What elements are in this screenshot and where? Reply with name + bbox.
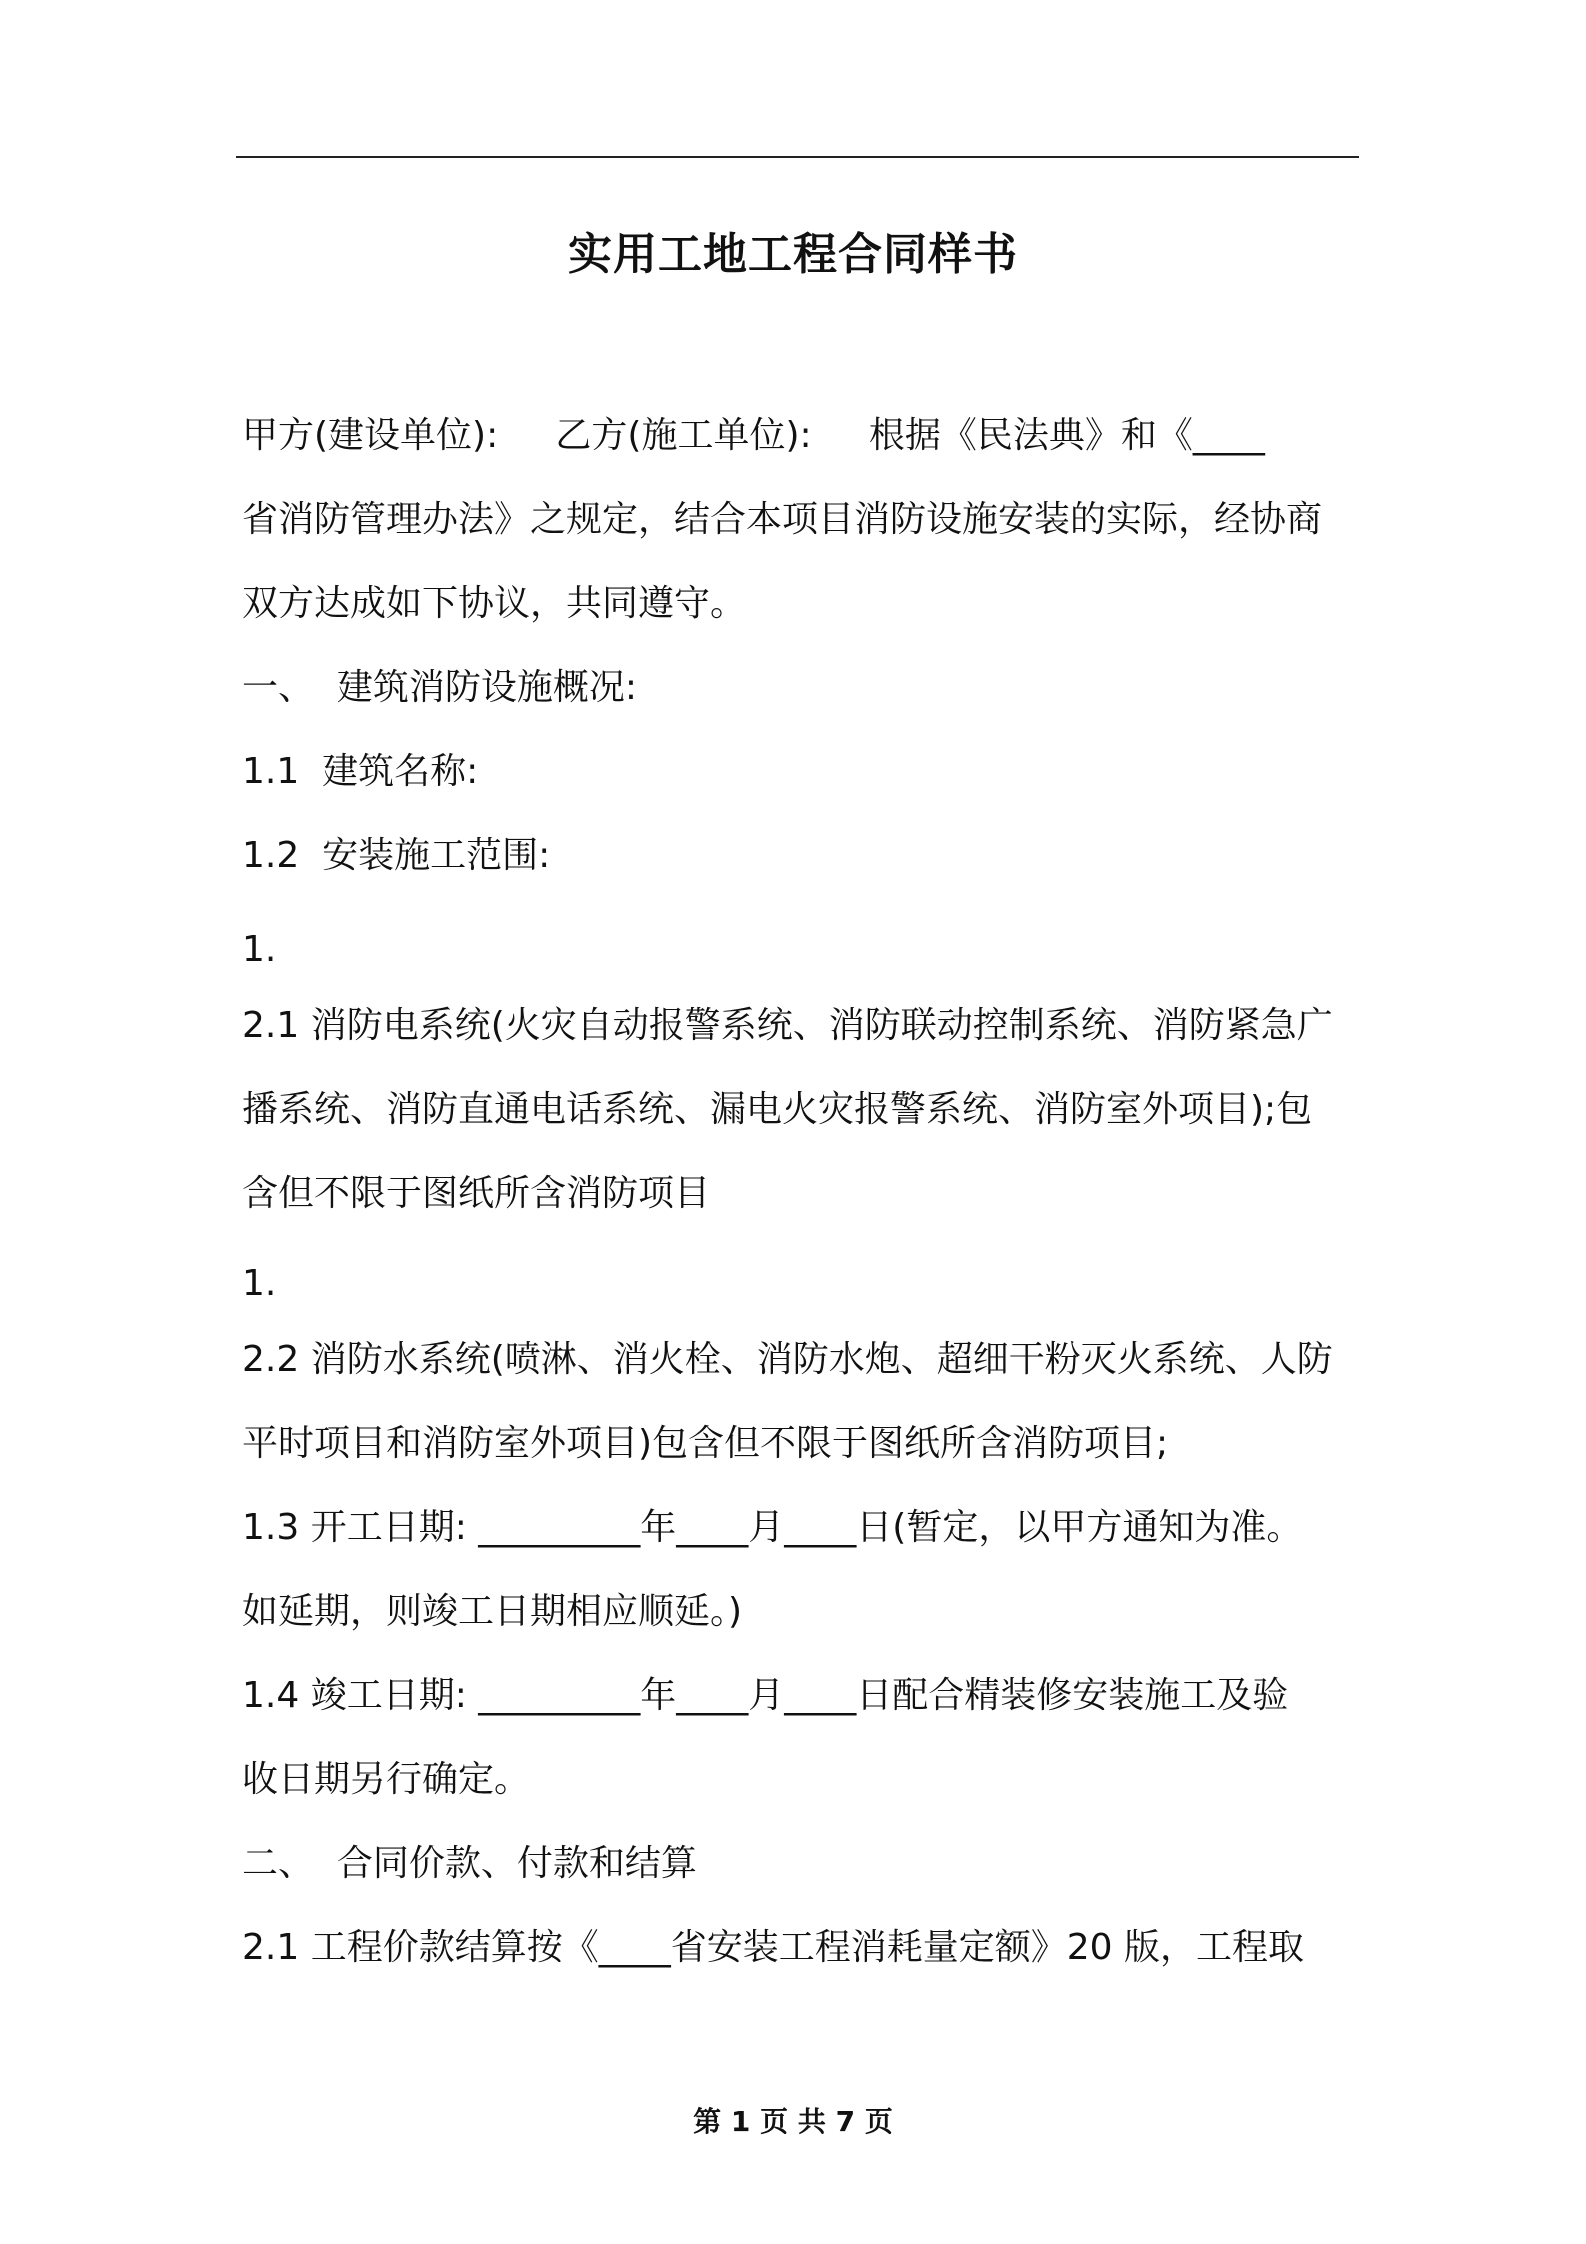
body-line: 1.2 安装施工范围: (242, 835, 551, 876)
body-line: 1.1 建筑名称: (242, 751, 479, 792)
section-heading: 一、 建筑消防设施概况: (242, 667, 638, 708)
body-line: 如延期，则竣工日期相应顺延。) (242, 1591, 743, 1632)
body-line: 1. (242, 1263, 277, 1304)
body-line: 2.1 工程价款结算按《____省安装工程消耗量定额》20 版，工程取 (242, 1927, 1304, 1968)
body-line: 双方达成如下协议，共同遵守。 (242, 583, 747, 624)
body-line: 含但不限于图纸所含消防项目 (242, 1173, 711, 1214)
body-line: 1. (242, 929, 277, 970)
body-line: 1.4 竣工日期: _________年____月____日配合精装修安装施工及验 (242, 1675, 1289, 1716)
body-line: 甲方(建设单位): 乙方(施工单位): 根据《民法典》和《____ (242, 415, 1265, 456)
body-line: 1.3 开工日期: _________年____月____日(暂定，以甲方通知为准。 (242, 1507, 1303, 1548)
page-footer: 第 1 页 共 7 页 (693, 2105, 893, 2138)
section-heading: 二、 合同价款、付款和结算 (242, 1843, 697, 1884)
body-line: 收日期另行确定。 (242, 1759, 531, 1800)
header-rule (236, 156, 1359, 158)
body-line: 2.2 消防水系统(喷淋、消火栓、消防水炮、超细干粉灭火系统、人防 (242, 1339, 1333, 1380)
body-line: 2.1 消防电系统(火灾自动报警系统、消防联动控制系统、消防紧急广 (242, 1005, 1333, 1046)
body-line: 播系统、消防直通电话系统、漏电火灾报警系统、消防室外项目);包 (242, 1089, 1313, 1130)
body-line: 省消防管理办法》之规定，结合本项目消防设施安装的实际，经协商 (242, 499, 1323, 540)
body-line: 平时项目和消防室外项目)包含但不限于图纸所含消防项目; (242, 1423, 1169, 1464)
document-title: 实用工地工程合同样书 (568, 229, 1018, 280)
